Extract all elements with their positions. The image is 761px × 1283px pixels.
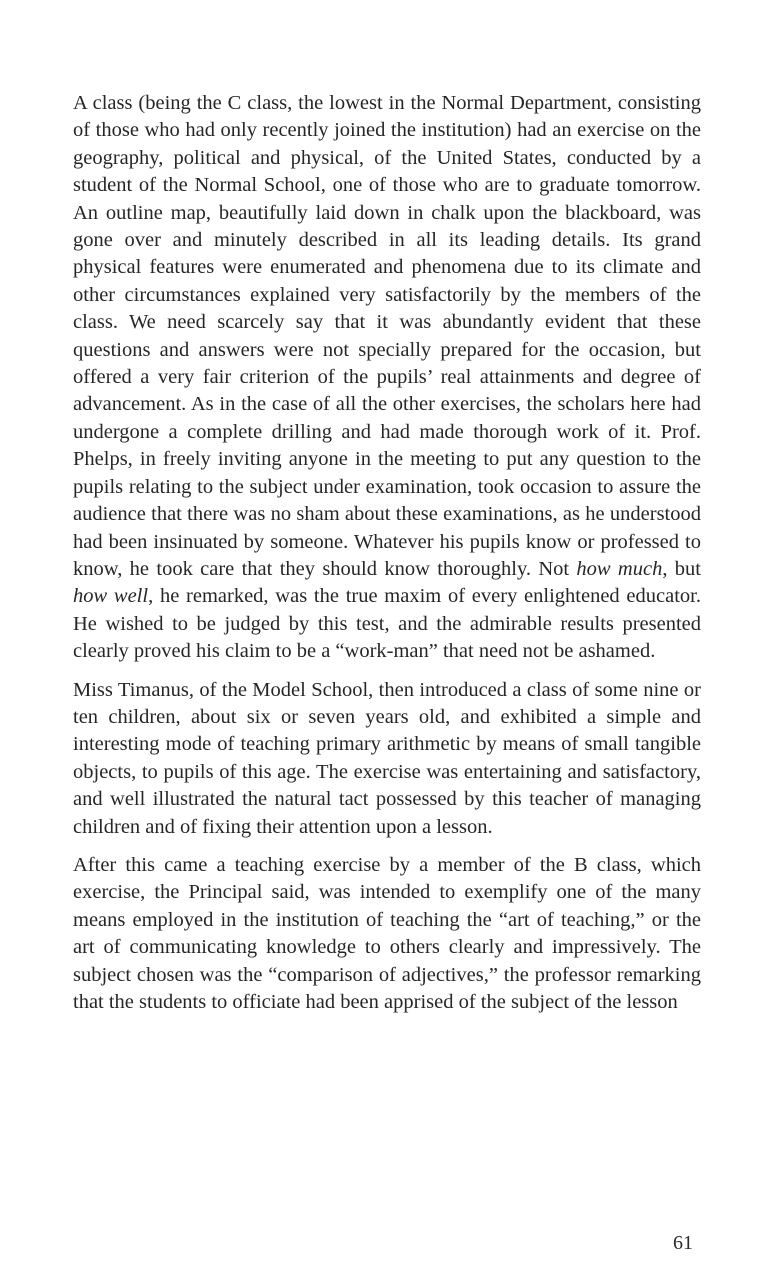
paragraph-1 [73,90,701,666]
paragraph-1-text-c: , he remarked, was the true maxim of every enlightened educator. He wished to be judged by this test, and the admirable results presented clearly proved his claim to be a “work-man” that need not be ashamed. [73,585,701,663]
italic-how-much: how much [576,557,663,580]
paragraph-1-text-b: , but [662,557,702,580]
paragraph-3: After this came a teaching exercise by a member of the B class, which exercise, the Principal said, was intended to exemplify one of the many means employed in the institution of teaching the “art of teaching,” or the art of communicating knowledge to others clearly and impressively. The subject chosen was the “comparison of adjectives,” the professor remarking that the students to officiate had been apprised of the subject of the lesson [73,853,701,1013]
page-number: 61 [673,1232,693,1254]
italic-how-well: how well [73,585,149,608]
paragraph-2: Miss Timanus, of the Model School, then introduced a class of some nine or ten children, about six or seven years old, and exhibited a simple and interesting mode of teaching primary arithmetic by means of small tangible objects, to pupils of this age. The exercise was entertaining and satisfactory, and well illustrated the natural tact possessed by this teacher of managing children and of fixing their attention upon a lesson. [73,678,701,838]
paragraph-1-text-a: A class (being the C class, the lowest in the Normal Department, consisting of those who had only recently joined the institution) had an exercise on the geography, political and physical, of the United States, conducted by a student of the Normal School, one of those who are to graduate tomorrow. An outline map, beautifully laid down in chalk upon the blackboard, was gone over and minutely described in all its leading details. Its grand physical features were enumerated and phenomena due to its climate and other circumstances explained very satisfactorily by the members of the class. We need scarcely say that it was abundantly evident that these questions and answers were not specially prepared for the occasion, but offered a very fair criterion of the pupils’ real attainments and degree of advancement. As in the case of all the other exercises, the scholars here had undergone a complete drilling and had made thorough work of it. Prof. Phelps, in freely inviting anyone in the meeting to put any question to the pupils relating to the subject under examination, took occasion to assure the audience that there was no sham about these examinations, as he understood had been insinuated by someone. Whatever his pupils know or professed to know, he took care that they should know thoroughly. Not [73,92,701,580]
page-body [73,90,701,1016]
